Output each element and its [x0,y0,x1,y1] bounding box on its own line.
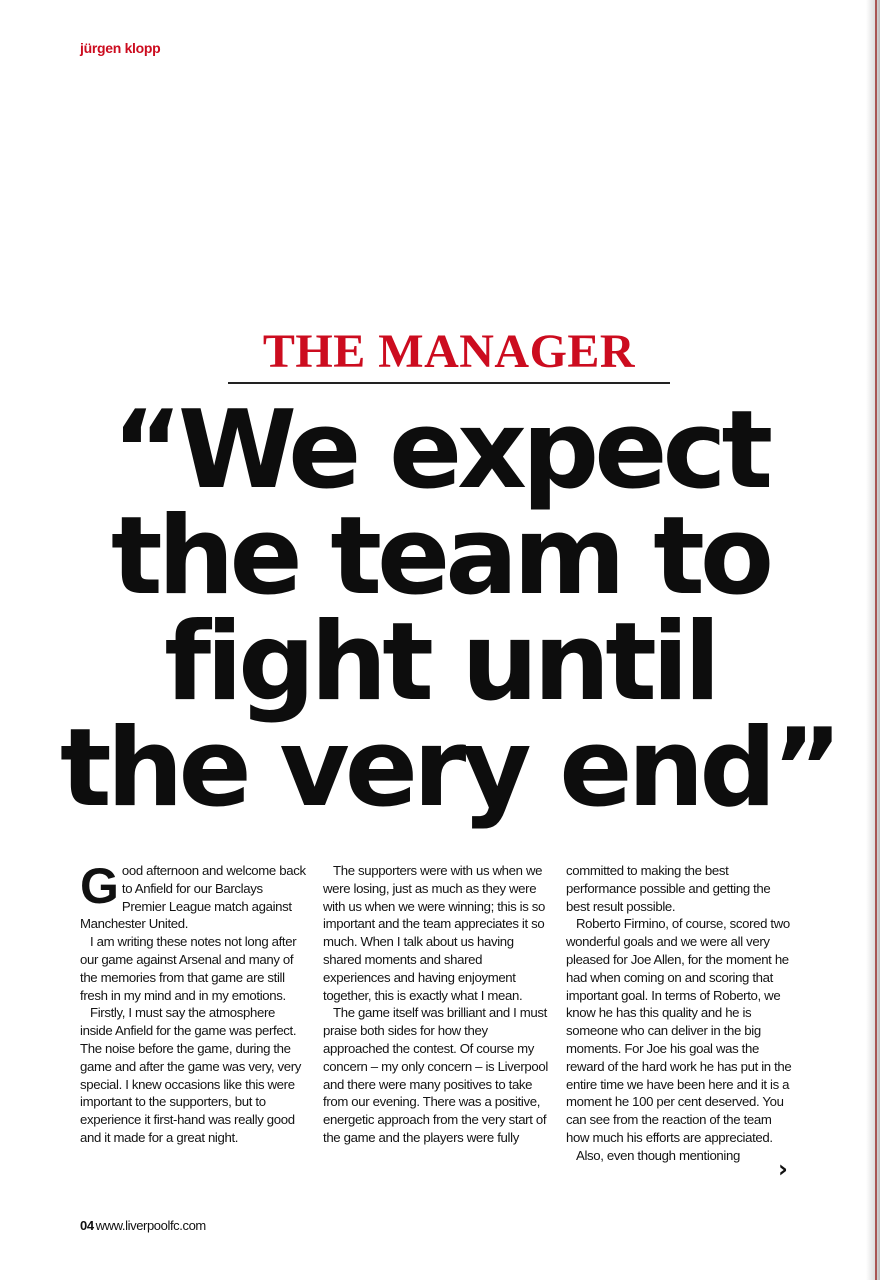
article-column-2 [323,862,549,1147]
headline-quote [60,388,838,831]
headline-line: fight until [164,600,716,725]
paragraph-text: ood afternoon and welcome back to Anfield for our Barclays Premier League match against Manchester United. [80,863,306,932]
article-paragraph: committed to making the best performance possible and getting the best result possible. [566,863,771,914]
article-column-3 [566,862,792,1165]
article-paragraph: Firstly, I must say the atmosphere inside Anfield for the game was perfect. The noise before the game, during the game and after the game was very, very special. I knew occasions like this were important to the supporters, but to experience it first-hand was really good and it made for a great night. [80,1005,302,1145]
drop-cap: G [80,858,118,914]
page-footer [80,1218,206,1233]
footer-url: www.liverpoolfc.com [95,1218,206,1233]
chevron-right-icon: › [778,1155,788,1183]
headline-line: the very end” [60,706,838,831]
running-head: jürgen klopp [80,40,161,56]
article-column-1 [80,858,306,1147]
article-paragraph: I am writing these notes not long after our game against Arsenal and many of the memories from that game are still fresh in my mind and in my emotions. [80,934,297,1003]
page-edge-shadow [866,0,880,1280]
article-paragraph: The supporters were with us when we were losing, just as much as they were with us when we were winning; this is so important and the team appreciates it so much. When I talk about us having shared moments and shared experiences and having enjoyment together, this is exactly what I mean. [323,863,546,1003]
article-paragraph: The game itself was brilliant and I must praise both sides for how they approached the contest. Of course my concern – my only concern – is Liverpool and there were many positives to take from our evening. There was a positive, energetic approach from the very start of the game and the players were fully [323,1005,548,1145]
article-paragraph: Also, even though mentioning [576,1147,740,1163]
title-rule [228,382,670,384]
article-paragraph [80,858,306,933]
headline-line: the team to [110,494,770,619]
headline-line: “We expect [111,388,769,513]
section-title: THE MANAGER [262,325,636,378]
page-number: 04 [80,1218,94,1233]
article-paragraph: Roberto Firmino, of course, scored two wonderful goals and we were all very pleased for Joe Allen, for the moment he had when coming on and scoring that important goal. In terms of Roberto, we know he has this quality and he is someone who can deliver in the big moments. For Joe his goal was the reward of the hard work he has put in the entire time we have been here and it is a moment he 100 per cent deserved. You can see from the reaction of the team how much his efforts are appreciated. [566,916,792,1145]
page-edge-line [875,0,877,1280]
